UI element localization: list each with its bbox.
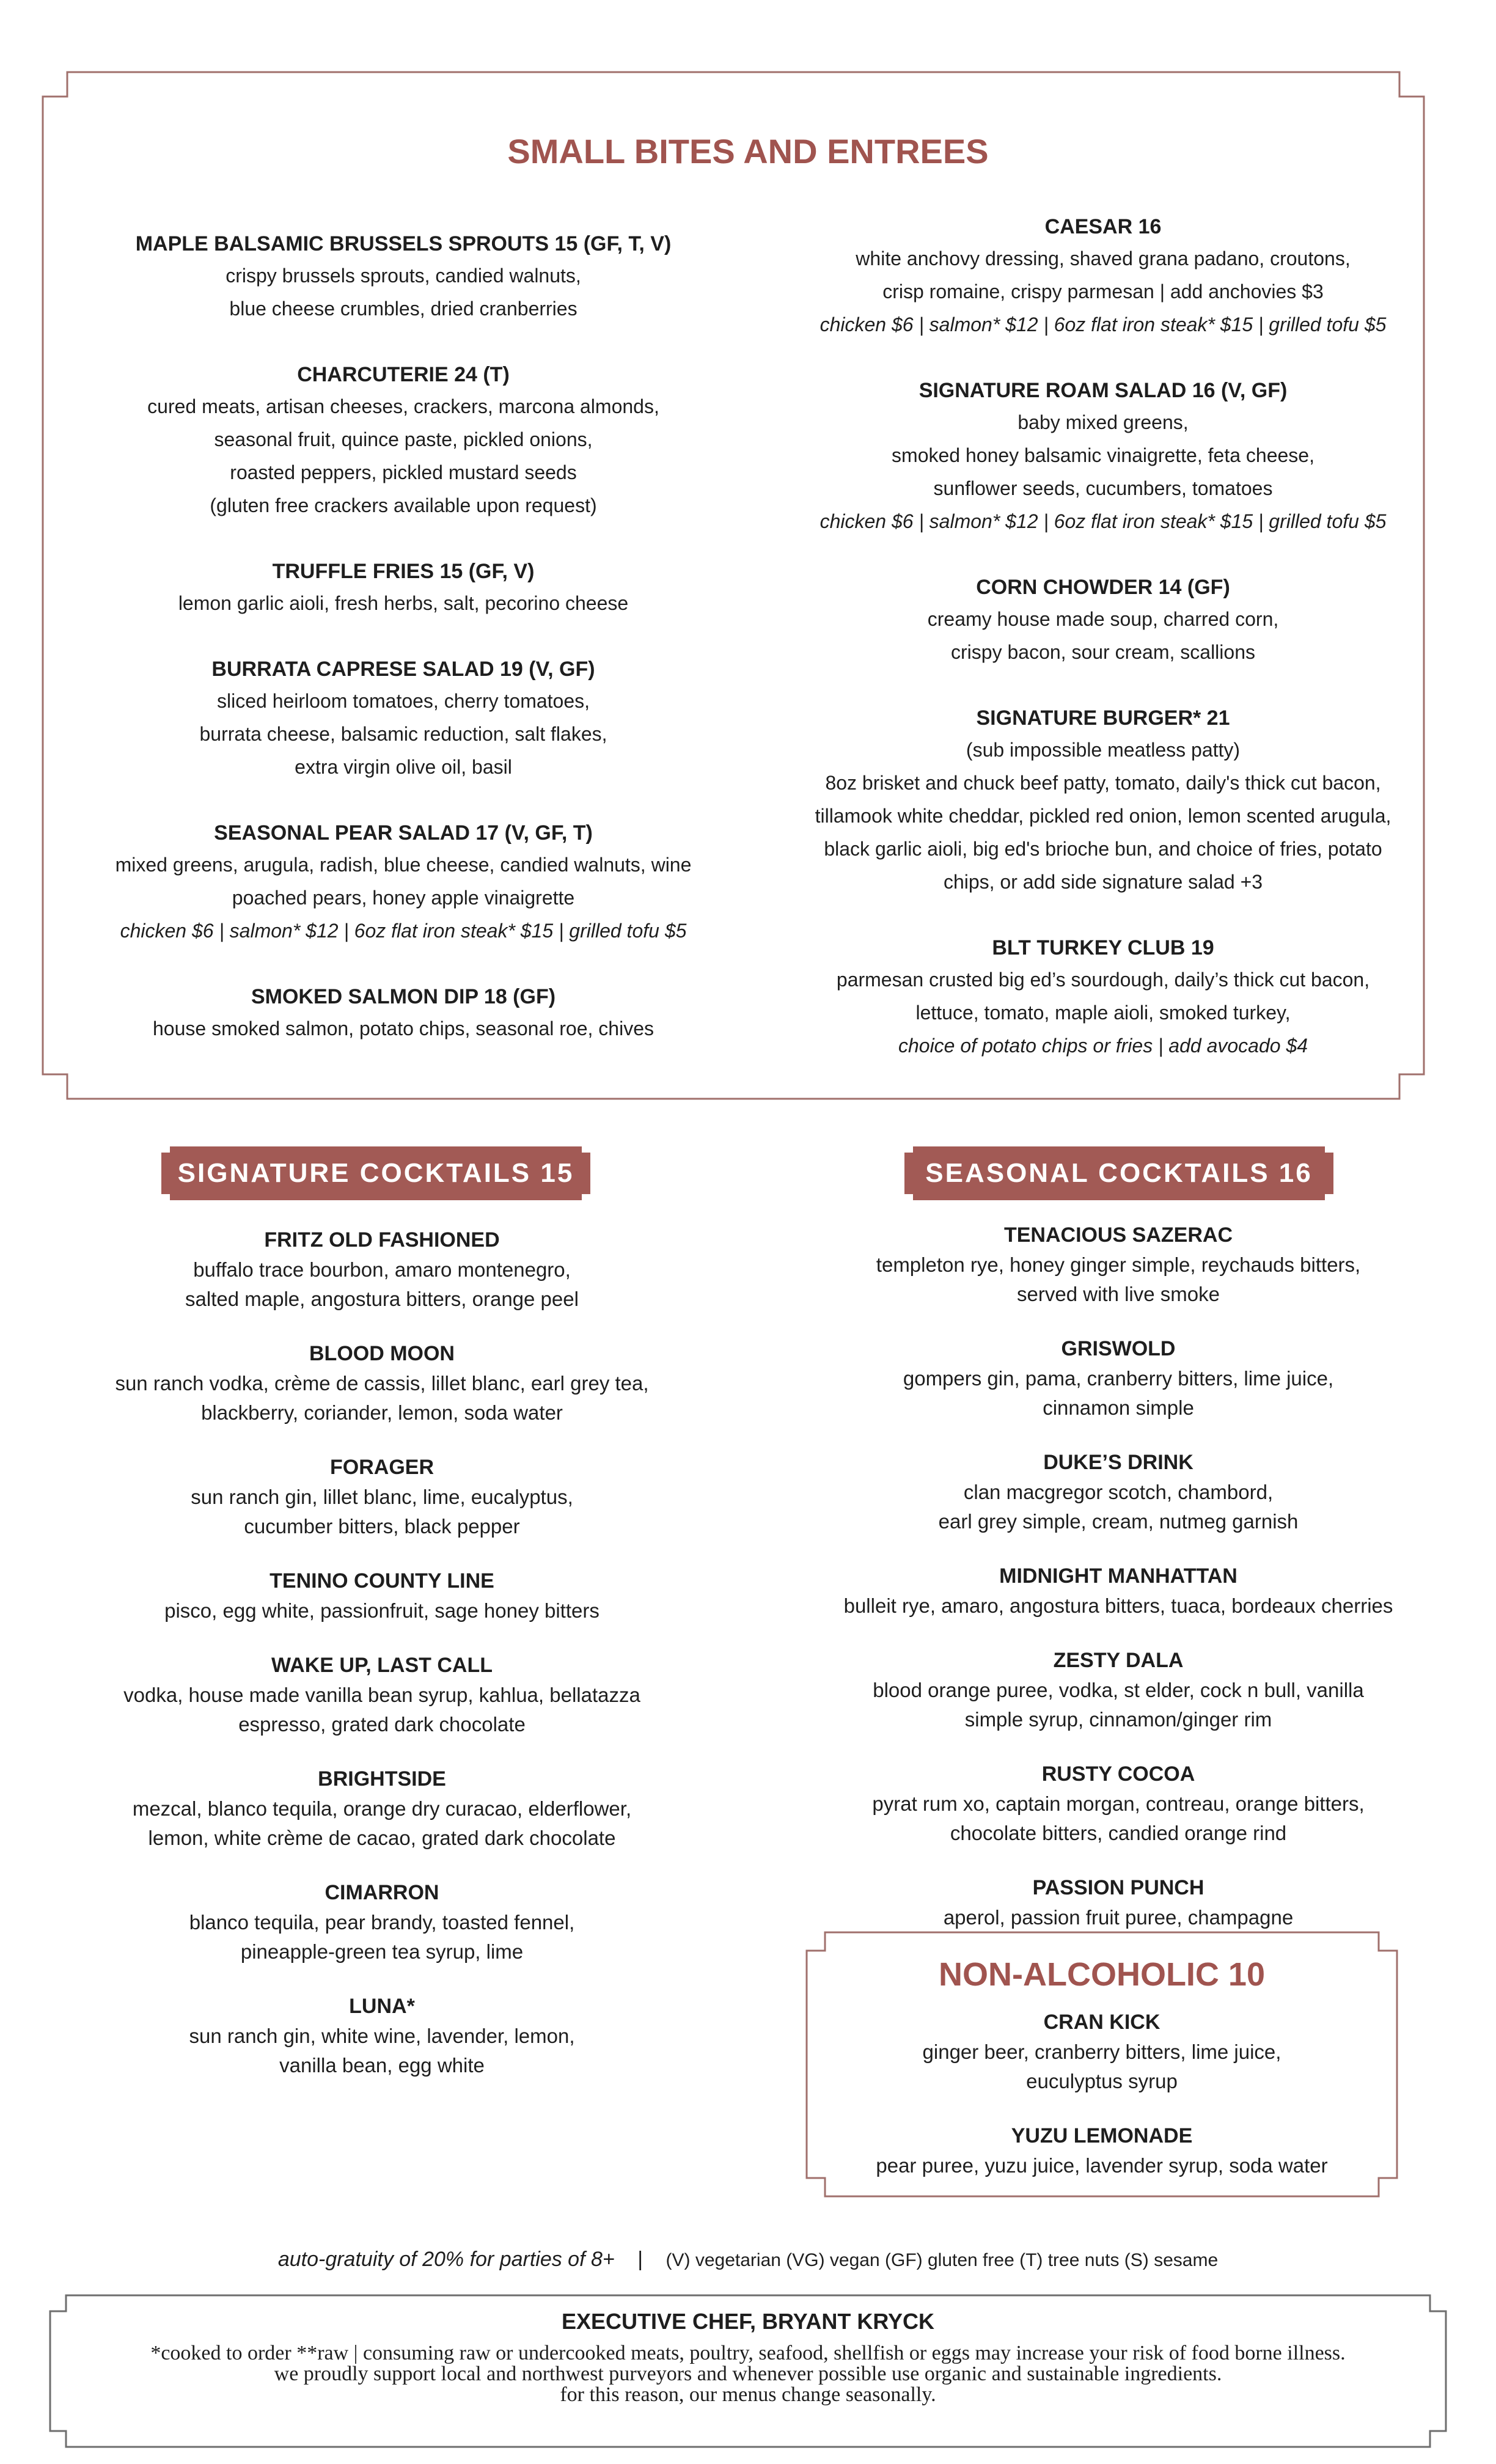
- menu-item: [807, 2007, 1397, 2096]
- menu-item-addons: choice of potato chips or fries | add avocado $4: [898, 1035, 1308, 1057]
- menu-item-name: SMOKED SALMON DIP 18 (GF): [251, 985, 556, 1008]
- menu-item: [67, 556, 739, 620]
- menu-item-description: parmesan crusted big ed’s sourdough, daily’s thick cut bacon, lettuce, tomato, maple aioli, smoked turkey,: [836, 969, 1370, 1024]
- menu-item-name: CIMARRON: [324, 1881, 439, 1904]
- footer-divider: |: [637, 2248, 644, 2271]
- footer-sourcing-note: we proudly support local and northwest purveyors and whenever possible use organic and sustainable ingredients.: [274, 2363, 1222, 2385]
- menu-item-description: crispy brussels sprouts, candied walnuts, blue cheese crumbles, dried cranberries: [226, 265, 581, 320]
- gratuity-note: auto-gratuity of 20% for parties of 8+: [277, 2248, 615, 2271]
- menu-item-name: SEASONAL PEAR SALAD 17 (V, GF, T): [214, 821, 593, 845]
- footer-seasonal-note: for this reason, our menus change seasonally.: [560, 2383, 936, 2406]
- menu-item-name: GRISWOLD: [1061, 1337, 1176, 1360]
- menu-item-description: gompers gin, pama, cranberry bitters, lime juice, cinnamon simple: [903, 1367, 1334, 1419]
- menu-item-description: sun ranch gin, white wine, lavender, lemon, vanilla bean, egg white: [189, 2025, 575, 2077]
- menu-item-name: BLOOD MOON: [309, 1342, 455, 1365]
- menu-item-name: TENINO COUNTY LINE: [270, 1569, 494, 1593]
- menu-item-name: RUSTY COCOA: [1041, 1762, 1195, 1786]
- seasonal-cocktails-banner: SEASONAL COCKTAILS 16: [913, 1146, 1325, 1200]
- menu-item: [767, 572, 1439, 669]
- non-alcoholic-title: NON-ALCOHOLIC 10: [938, 1956, 1265, 1993]
- menu-item-name: SIGNATURE BURGER* 21: [976, 706, 1230, 730]
- menu-item: [67, 818, 739, 947]
- menu-item-description: pisco, egg white, passionfruit, sage honey bitters: [164, 1599, 600, 1622]
- menu-item: [767, 703, 1439, 898]
- menu-item: [61, 1566, 703, 1626]
- menu-item-name: ZESTY DALA: [1053, 1649, 1184, 1672]
- menu-item-description: mezcal, blanco tequila, orange dry curacao, elderflower, lemon, white crème de cacao, grated dark chocolate: [132, 1797, 632, 1849]
- menu-item-description: blood orange puree, vodka, st elder, cock n bull, vanilla simple syrup, cinnamon/ginger rim: [873, 1679, 1364, 1731]
- dietary-legend: (V) vegetarian (VG) vegan (GF) gluten free (T) tree nuts (S) sesame: [666, 2250, 1219, 2270]
- menu-item: [798, 1447, 1439, 1536]
- menu-item-name: FORAGER: [330, 1456, 434, 1479]
- menu-item-name: TRUFFLE FRIES 15 (GF, V): [272, 560, 535, 583]
- menu-item-description: sliced heirloom tomatoes, cherry tomatoes, burrata cheese, balsamic reduction, salt flakes, extra virgin olive oil, basil: [199, 690, 607, 778]
- menu-item-name: BLT TURKEY CLUB 19: [992, 936, 1214, 959]
- menu-item-description: ginger beer, cranberry bitters, lime juice, euculyptus syrup: [922, 2041, 1282, 2092]
- menu-item-name: MIDNIGHT MANHATTAN: [999, 1564, 1238, 1588]
- menu-item-description: creamy house made soup, charred corn, crispy bacon, sour cream, scallions: [927, 608, 1279, 663]
- menu-item-name: BURRATA CAPRESE SALAD 19 (V, GF): [211, 658, 595, 681]
- menu-item-name: FRITZ OLD FASHIONED: [264, 1228, 500, 1252]
- menu-item-name: DUKE’S DRINK: [1043, 1451, 1194, 1474]
- menu-item: [798, 1645, 1439, 1734]
- menu-item: [67, 654, 739, 783]
- menu-item: [67, 981, 739, 1045]
- menu-item-description: mixed greens, arugula, radish, blue cheese, candied walnuts, wine poached pears, honey apple vinaigrette: [115, 854, 692, 909]
- menu-item: [61, 1225, 703, 1314]
- menu-item-name: CHARCUTERIE 24 (T): [297, 363, 510, 386]
- menu-item-name: MAPLE BALSAMIC BRUSSELS SPROUTS 15 (GF, T, V): [135, 232, 672, 255]
- menu-item-name: TENACIOUS SAZERAC: [1003, 1223, 1233, 1247]
- menu-item-description: pyrat rum xo, captain morgan, contreau, orange bitters, chocolate bitters, candied orange rind: [872, 1792, 1365, 1844]
- menu-item: [798, 1333, 1439, 1423]
- menu-item: [67, 229, 739, 325]
- menu-item: [61, 1452, 703, 1541]
- menu-item-name: CAESAR 16: [1044, 215, 1162, 238]
- menu-item-description: baby mixed greens, smoked honey balsamic vinaigrette, feta cheese, sunflower seeds, cucumbers, tomatoes: [892, 411, 1314, 499]
- menu-item-description: sun ranch vodka, crème de cassis, lillet blanc, earl grey tea, blackberry, coriander, lemon, soda water: [115, 1372, 649, 1424]
- menu-item: [798, 1872, 1439, 1932]
- menu-item: [798, 1561, 1439, 1621]
- non-alcoholic-list: [807, 2007, 1397, 2205]
- menu-item-name: BRIGHTSIDE: [318, 1767, 446, 1791]
- menu-item-description: sun ranch gin, lillet blanc, lime, eucalyptus, cucumber bitters, black pepper: [191, 1486, 573, 1538]
- signature-cocktails-list: [61, 1225, 703, 2105]
- menu-item-description: bulleit rye, amaro, angostura bitters, tuaca, bordeaux cherries: [843, 1594, 1393, 1617]
- signature-cocktails-banner: SIGNATURE COCKTAILS 15: [170, 1146, 582, 1200]
- small-bites-right-column: [767, 211, 1439, 1096]
- menu-item-description: lemon garlic aioli, fresh herbs, salt, pecorino cheese: [178, 592, 629, 614]
- menu-item: [767, 211, 1439, 341]
- menu-item: [61, 1338, 703, 1428]
- menu-item: [67, 359, 739, 522]
- menu-item-description: pear puree, yuzu juice, lavender syrup, soda water: [876, 2154, 1328, 2177]
- menu-item-description: house smoked salmon, potato chips, seasonal roe, chives: [152, 1018, 654, 1040]
- menu-item: [61, 1991, 703, 2080]
- menu-item-description: blanco tequila, pear brandy, toasted fennel, pineapple-green tea syrup, lime: [189, 1911, 575, 1963]
- menu-item-addons: chicken $6 | salmon* $12 | 6oz flat iron steak* $15 | grilled tofu $5: [820, 510, 1387, 532]
- menu-item: [61, 1877, 703, 1967]
- menu-item-name: YUZU LEMONADE: [1011, 2124, 1193, 2147]
- menu-item-name: WAKE UP, LAST CALL: [271, 1654, 493, 1677]
- menu-item: [807, 2121, 1397, 2180]
- menu-item-name: CORN CHOWDER 14 (GF): [976, 576, 1230, 599]
- menu-item-description: aperol, passion fruit puree, champagne: [943, 1906, 1294, 1929]
- small-bites-title: SMALL BITES AND ENTREES: [507, 132, 989, 170]
- menu-item-description: clan macgregor scotch, chambord, earl grey simple, cream, nutmeg garnish: [938, 1481, 1299, 1533]
- menu-item: [798, 1759, 1439, 1848]
- footer-disclaimer: *cooked to order **raw | consuming raw or undercooked meats, poultry, seafood, shellfish or eggs may increase your risk of food borne illness.: [150, 2342, 1346, 2364]
- menu-item-description: vodka, house made vanilla bean syrup, kahlua, bellatazza espresso, grated dark chocolate: [123, 1684, 640, 1736]
- menu-item-description: (sub impossible meatless patty) 8oz brisket and chuck beef patty, tomato, daily's thick cut bacon, tillamook white cheddar, pickled red onion, lemon scented arugula, black garlic aioli, big ed's brioche bun, and choice of fries, potato chips, or add side signature salad +3: [815, 739, 1392, 893]
- small-bites-left-column: [67, 229, 739, 1079]
- menu-item-description: buffalo trace bourbon, amaro montenegro, salted maple, angostura bitters, orange peel: [185, 1258, 579, 1310]
- menu-item-description: templeton rye, honey ginger simple, reychauds bitters, served with live smoke: [876, 1253, 1361, 1305]
- seasonal-cocktails-list: [798, 1220, 1439, 1957]
- menu-item-name: SIGNATURE ROAM SALAD 16 (V, GF): [919, 379, 1288, 402]
- menu-item-name: LUNA*: [349, 1995, 415, 2018]
- menu-item-addons: chicken $6 | salmon* $12 | 6oz flat iron steak* $15 | grilled tofu $5: [120, 920, 687, 942]
- menu-item: [767, 933, 1439, 1062]
- menu-item-description: cured meats, artisan cheeses, crackers, marcona almonds, seasonal fruit, quince paste, pickled onions, roasted peppers, pickled mustard seeds (gluten free crackers available upon request): [147, 395, 659, 516]
- menu-item: [798, 1220, 1439, 1309]
- menu-item-description: white anchovy dressing, shaved grana padano, croutons, crisp romaine, crispy parmesan | add anchovies $3: [856, 248, 1351, 302]
- menu-item-name: PASSION PUNCH: [1032, 1876, 1204, 1899]
- executive-chef: EXECUTIVE CHEF, BRYANT KRYCK: [561, 2309, 935, 2334]
- menu-item-name: CRAN KICK: [1043, 2011, 1160, 2034]
- menu-item: [61, 1650, 703, 1739]
- menu-item-addons: chicken $6 | salmon* $12 | 6oz flat iron steak* $15 | grilled tofu $5: [820, 314, 1387, 336]
- menu-item: [61, 1764, 703, 1853]
- footer-info-line: [0, 2244, 1496, 2276]
- menu-item: [767, 375, 1439, 538]
